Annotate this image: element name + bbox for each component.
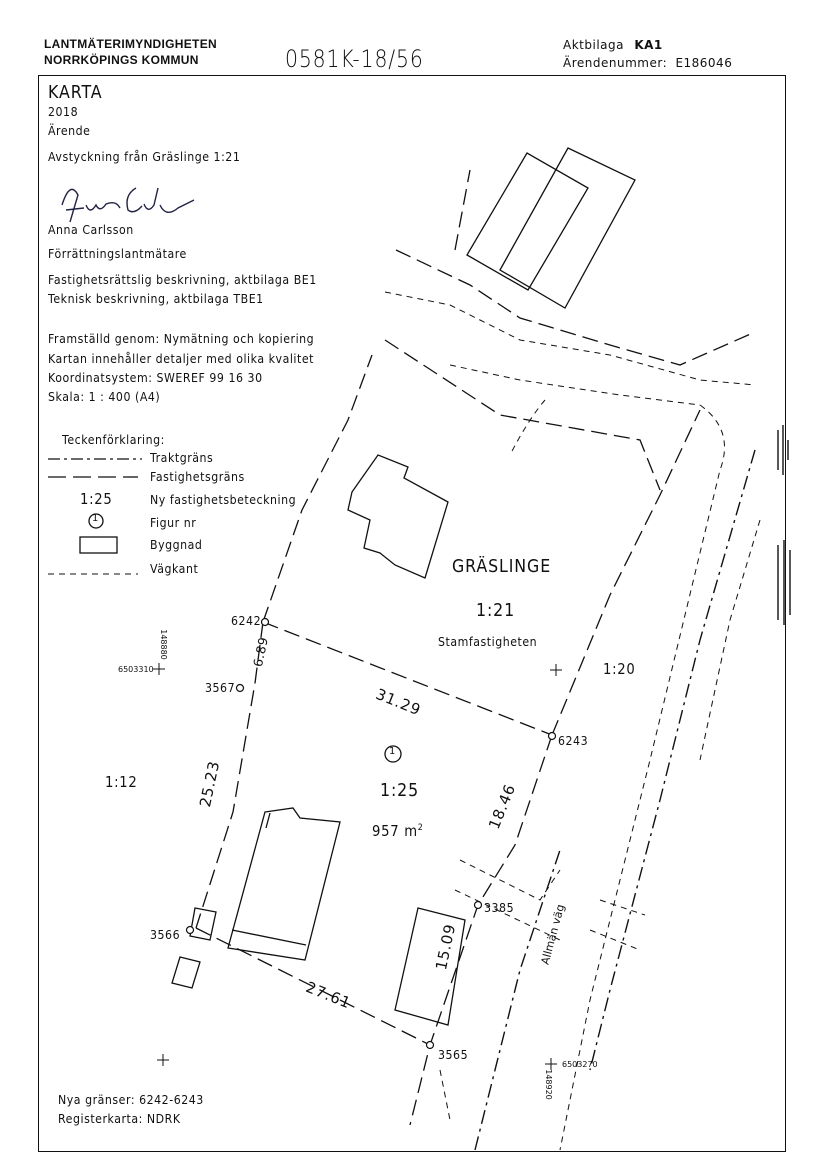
legend-label-vagkant: Vägkant xyxy=(150,561,199,576)
parent-label: Stamfastigheten xyxy=(438,634,538,649)
road-edge xyxy=(600,900,645,915)
case-label: Ärende xyxy=(48,123,91,138)
point-label-3565: 3565 xyxy=(438,1047,469,1062)
road-name: Allmän väg xyxy=(538,902,568,967)
distance-label: 25.23 xyxy=(196,759,224,809)
signer-role: Förrättningslantmätare xyxy=(48,246,187,261)
building-outline xyxy=(228,808,340,960)
point-label-6242: 6242 xyxy=(231,613,262,628)
reference-tbe1: Teknisk beskrivning, aktbilaga TBE1 xyxy=(48,291,264,306)
point-label-6243: 6243 xyxy=(558,733,589,748)
legend-label-designation: Ny fastighetsbeteckning xyxy=(150,492,297,507)
legend-label-byggnad: Byggnad xyxy=(150,537,203,552)
distance-label: 6.89 xyxy=(250,635,271,669)
quality-note: Kartan innehåller detaljer med olika kvalitet xyxy=(48,351,314,366)
coord-north-1: 6503310 xyxy=(118,665,154,674)
municipality-name: NORRKÖPINGS KOMMUN xyxy=(44,53,199,67)
area: 957 $m^2$ xyxy=(372,822,424,840)
road-edge xyxy=(385,292,755,385)
reference-be1: Fastighetsrättslig beskrivning, aktbilaga BE1 xyxy=(48,272,317,287)
building-outline xyxy=(500,148,635,308)
tract-boundary xyxy=(590,450,755,1070)
new-boundaries: Nya gränser: 6242-6243 xyxy=(58,1092,204,1107)
legend-symbol-rect xyxy=(80,537,117,553)
area-unit: m xyxy=(404,822,418,840)
point-label-3385: 3385 xyxy=(484,900,515,915)
produced-by: Framställd genom: Nymätning och kopiering xyxy=(48,331,315,346)
signer-name: Anna Carlsson xyxy=(48,222,134,237)
neighbor-designation-1-12: 1:12 xyxy=(105,773,138,791)
register-map: Registerkarta: NDRK xyxy=(58,1111,181,1126)
property-boundary xyxy=(263,355,372,622)
map-title: KARTA xyxy=(48,82,103,103)
document-number: 0581K-18/56 xyxy=(285,45,424,73)
property-boundary xyxy=(410,735,552,1125)
point-marker xyxy=(187,927,194,934)
distance-label: 27.61 xyxy=(303,978,354,1013)
authority-name: LANTMÄTERIMYNDIGHETEN xyxy=(44,37,217,51)
point-label-3566: 3566 xyxy=(150,927,181,942)
attachment-label: Aktbilaga xyxy=(563,38,624,52)
legend-label-traktgrans: Traktgräns xyxy=(150,450,214,465)
coordinate-system: Koordinatsystem: SWEREF 99 16 30 xyxy=(48,370,263,385)
legend-circle-number: 1 xyxy=(92,513,99,524)
road-edge xyxy=(455,890,560,940)
point-marker xyxy=(237,685,244,692)
distance-label: 15.09 xyxy=(432,922,460,972)
parent-designation: 1:21 xyxy=(476,600,516,621)
point-label-3567: 3567 xyxy=(205,680,236,695)
signature xyxy=(62,188,194,222)
case-description: Avstyckning från Gräslinge 1:21 xyxy=(48,149,241,164)
distance-label: 18.46 xyxy=(485,781,520,832)
property-name: GRÄSLINGE xyxy=(452,556,552,577)
road-edge xyxy=(700,520,760,760)
distance-label: 31.29 xyxy=(373,685,424,720)
point-marker xyxy=(549,733,556,740)
legend-label-figur: Figur nr xyxy=(150,515,197,530)
new-designation: 1:25 xyxy=(380,780,420,801)
neighbor-designation-1-20: 1:20 xyxy=(603,660,636,678)
road-edge xyxy=(510,400,545,455)
legend-title: Teckenförklaring: xyxy=(62,432,165,447)
road-edge xyxy=(450,365,700,405)
legend-label-fastighetsgrans: Fastighetsgräns xyxy=(150,469,245,484)
case-number-value: E186046 xyxy=(675,56,733,70)
road-edge xyxy=(560,405,725,1150)
building-outline xyxy=(348,455,448,578)
scale: Skala: 1 : 400 (A4) xyxy=(48,389,161,404)
building-outline xyxy=(172,957,200,988)
point-marker xyxy=(262,619,269,626)
point-marker xyxy=(427,1042,434,1049)
property-boundary xyxy=(396,250,755,365)
area-value: 957 xyxy=(372,822,400,840)
point-marker xyxy=(475,902,482,909)
case-number-label: Ärendenummer: xyxy=(563,56,668,70)
tract-boundary xyxy=(475,850,560,1150)
road-edge xyxy=(440,1070,450,1120)
coord-north-2: 6503270 xyxy=(562,1060,598,1069)
property-boundary xyxy=(552,410,700,735)
road-edge xyxy=(460,860,560,900)
property-boundary xyxy=(455,170,470,250)
building-outline xyxy=(190,908,216,940)
year: 2018 xyxy=(48,104,79,119)
legend-symbol-designation: 1:25 xyxy=(80,490,113,508)
property-boundary xyxy=(385,340,660,490)
attachment-value: KA1 xyxy=(634,38,663,52)
coord-east-1: 148880 xyxy=(158,629,168,660)
figure-number: 1 xyxy=(389,746,396,757)
coord-east-2: 148920 xyxy=(543,1069,553,1100)
road-edge xyxy=(590,930,640,950)
